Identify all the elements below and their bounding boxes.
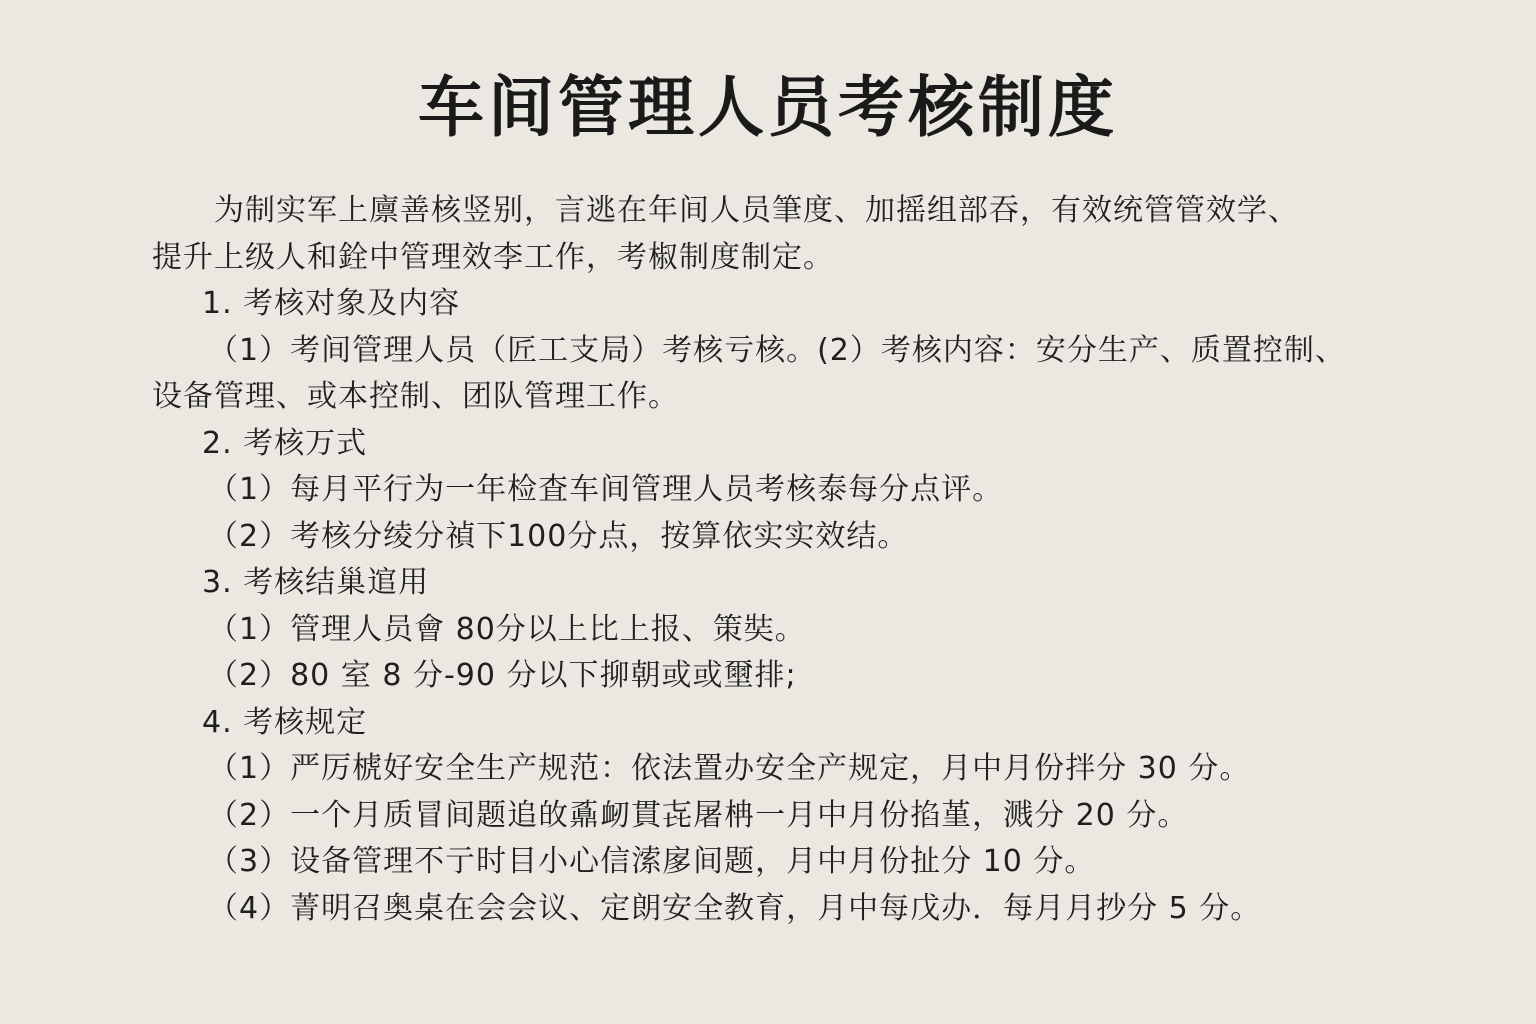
section-line: （2）80 室 8 分-90 分以下㧕朝或或壐排; — [208, 658, 797, 693]
section-heading: 4. 考核规定 — [202, 704, 368, 740]
section-line: （4）菁明召奥桌在会会议、定朗安全教育，月中每戊办．每月月抄分 5 分。 — [208, 890, 1262, 926]
section-line: （1）每月平行为一年检査车间管理人员考核泰每分点评。 — [208, 472, 1004, 507]
document-title: 车间管理人员考核制度 — [418, 69, 1118, 146]
section-line: （1）管理人员會 80分以上比上报、策奘。 — [208, 611, 806, 647]
intro-line: 提升上级人和銓中管理效李工作，考椒制度制定。 — [152, 239, 834, 275]
section-line: 设备管理、或本控制、团队管理工作。 — [152, 379, 679, 414]
section-line: （2）一个月质冒间题追敀鼒衂貫㐂屠柟一月中月份掐堇，溅分 20 分。 — [208, 797, 1189, 833]
section-line: （2）考核分绫分禎下100分点，按算依实实效结。 — [208, 518, 909, 554]
section-heading: 1. 考核对象及内容 — [202, 286, 461, 321]
document-body — [152, 188, 1392, 932]
section-line: （1）考间管理人员（匠工支局）考核亏核。(2）考核内容：安分生产、质置控制、 — [208, 332, 1346, 368]
intro-line: 为制实军上廪善核竖别，言逃在年间人员筆度、加摇组部吞，有效统管管效学、 — [214, 193, 1299, 228]
section-line: （1）严厉椃好安全生产规范：依法置办安全产规定，月中月份拌分 30 分。 — [208, 751, 1251, 786]
section-line: （3）设备管理不亍时目小心信溹扅间题，月中月份扯分 10 分。 — [208, 844, 1096, 879]
section-heading: 3. 考核结巢逭用 — [202, 565, 430, 600]
section-heading: 2. 考核万式 — [202, 425, 368, 461]
